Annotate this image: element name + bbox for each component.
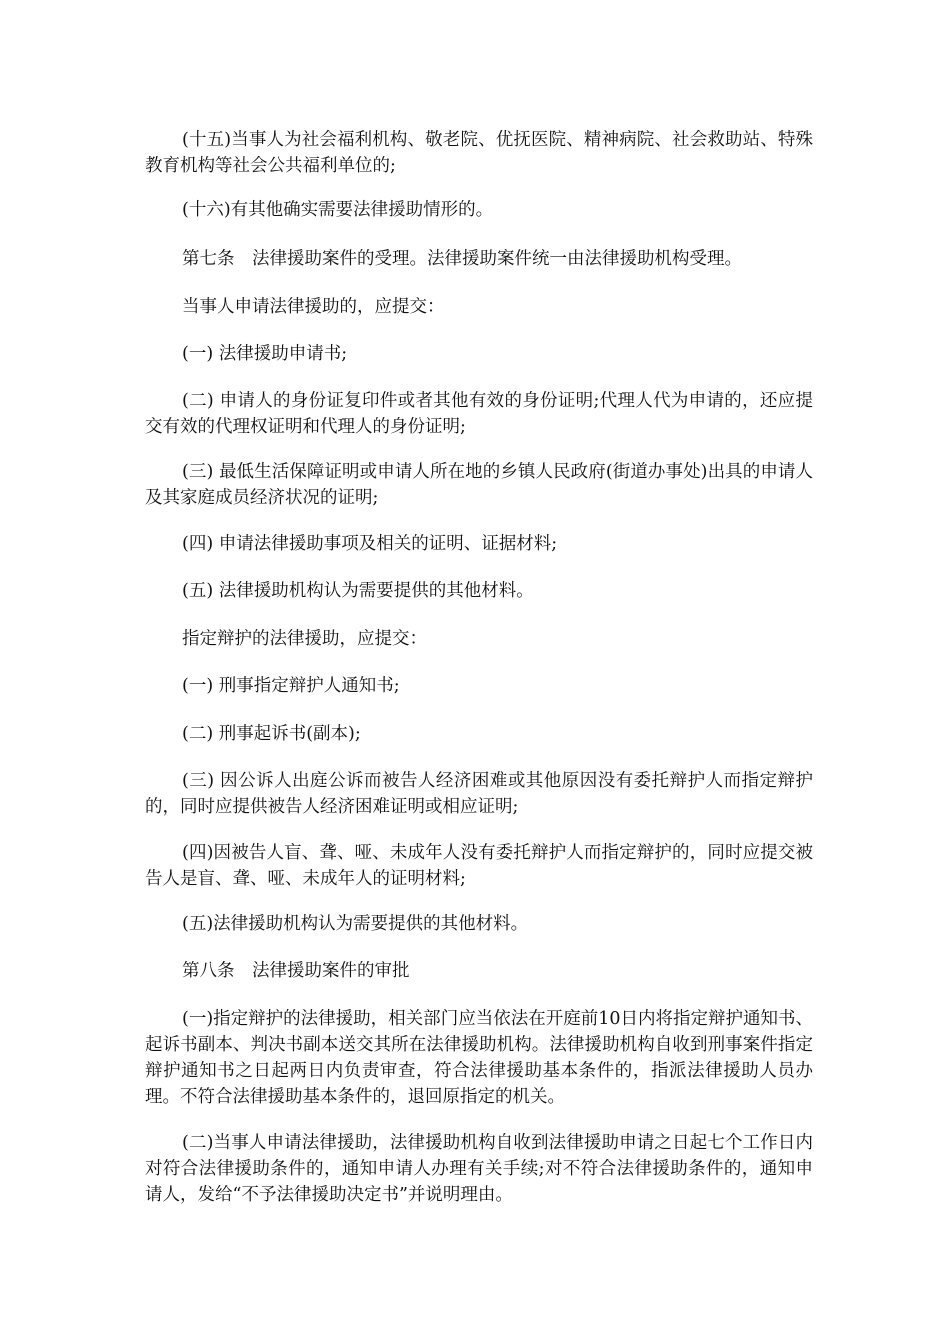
paragraph-article-8: 第八条 法律援助案件的审批	[182, 961, 410, 981]
paragraph-application-intro: 当事人申请法律援助的，应提交：	[182, 297, 445, 317]
paragraph-defense-4: (四)因被告人盲、聋、哑、未成年人没有委托辩护人而指定辩护的，同时应提交被告人是盲、聋、哑、未成年人的证明材料;	[145, 843, 813, 889]
paragraph-defense-2: (二) 刑事起诉书(副本);	[182, 724, 361, 744]
paragraph-application-3: (三) 最低生活保障证明或申请人所在地的乡镇人民政府(街道办事处)出具的申请人及其家庭成员经济状况的证明;	[145, 462, 813, 508]
paragraph-defense-5: (五)法律援助机构认为需要提供的其他材料。	[182, 914, 529, 934]
paragraph-application-1: (一) 法律援助申请书;	[182, 344, 348, 364]
paragraph-application-4: (四) 申请法律援助事项及相关的证明、证据材料;	[182, 534, 558, 554]
paragraph-approval-2: (二)当事人申请法律援助，法律援助机构自收到法律援助申请之日起七个工作日内对符合法律援助条件的，通知申请人办理有关手续;对不符合法律援助条件的，通知申请人，发给“不予法律援助决定书”并说明理由。	[145, 1133, 813, 1205]
paragraph-item-16: (十六)有其他确实需要法律援助情形的。	[182, 200, 494, 220]
paragraph-article-7: 第七条 法律援助案件的受理。法律援助案件统一由法律援助机构受理。	[182, 249, 742, 269]
paragraph-defense-3: (三) 因公诉人出庭公诉而被告人经济困难或其他原因没有委托辩护人而指定辩护的，同时应提供被告人经济困难证明或相应证明;	[145, 771, 813, 817]
paragraph-application-5: (五) 法律援助机构认为需要提供的其他材料。	[182, 581, 534, 601]
paragraph-defense-intro: 指定辩护的法律援助，应提交：	[182, 629, 427, 649]
paragraph-item-15: (十五)当事人为社会福利机构、敬老院、优抚医院、精神病院、社会救助站、特殊教育机构等社会公共福利单位的;	[145, 130, 813, 176]
paragraph-application-2: (二) 申请人的身份证复印件或者其他有效的身份证明;代理人代为申请的，还应提交有效的代理权证明和代理人的身份证明;	[145, 391, 813, 437]
paragraph-defense-1: (一) 刑事指定辩护人通知书;	[182, 676, 400, 696]
paragraph-approval-1: (一)指定辩护的法律援助，相关部门应当依法在开庭前10日内将指定辩护通知书、起诉书副本、判决书副本送交其所在法律援助机构。法律援助机构自收到刑事案件指定辩护通知书之日起两日内负责审查，符合法律援助基本条件的，指派法律援助人员办理。不符合法律援助基本条件的，退回原指定的机关。	[145, 1009, 813, 1107]
